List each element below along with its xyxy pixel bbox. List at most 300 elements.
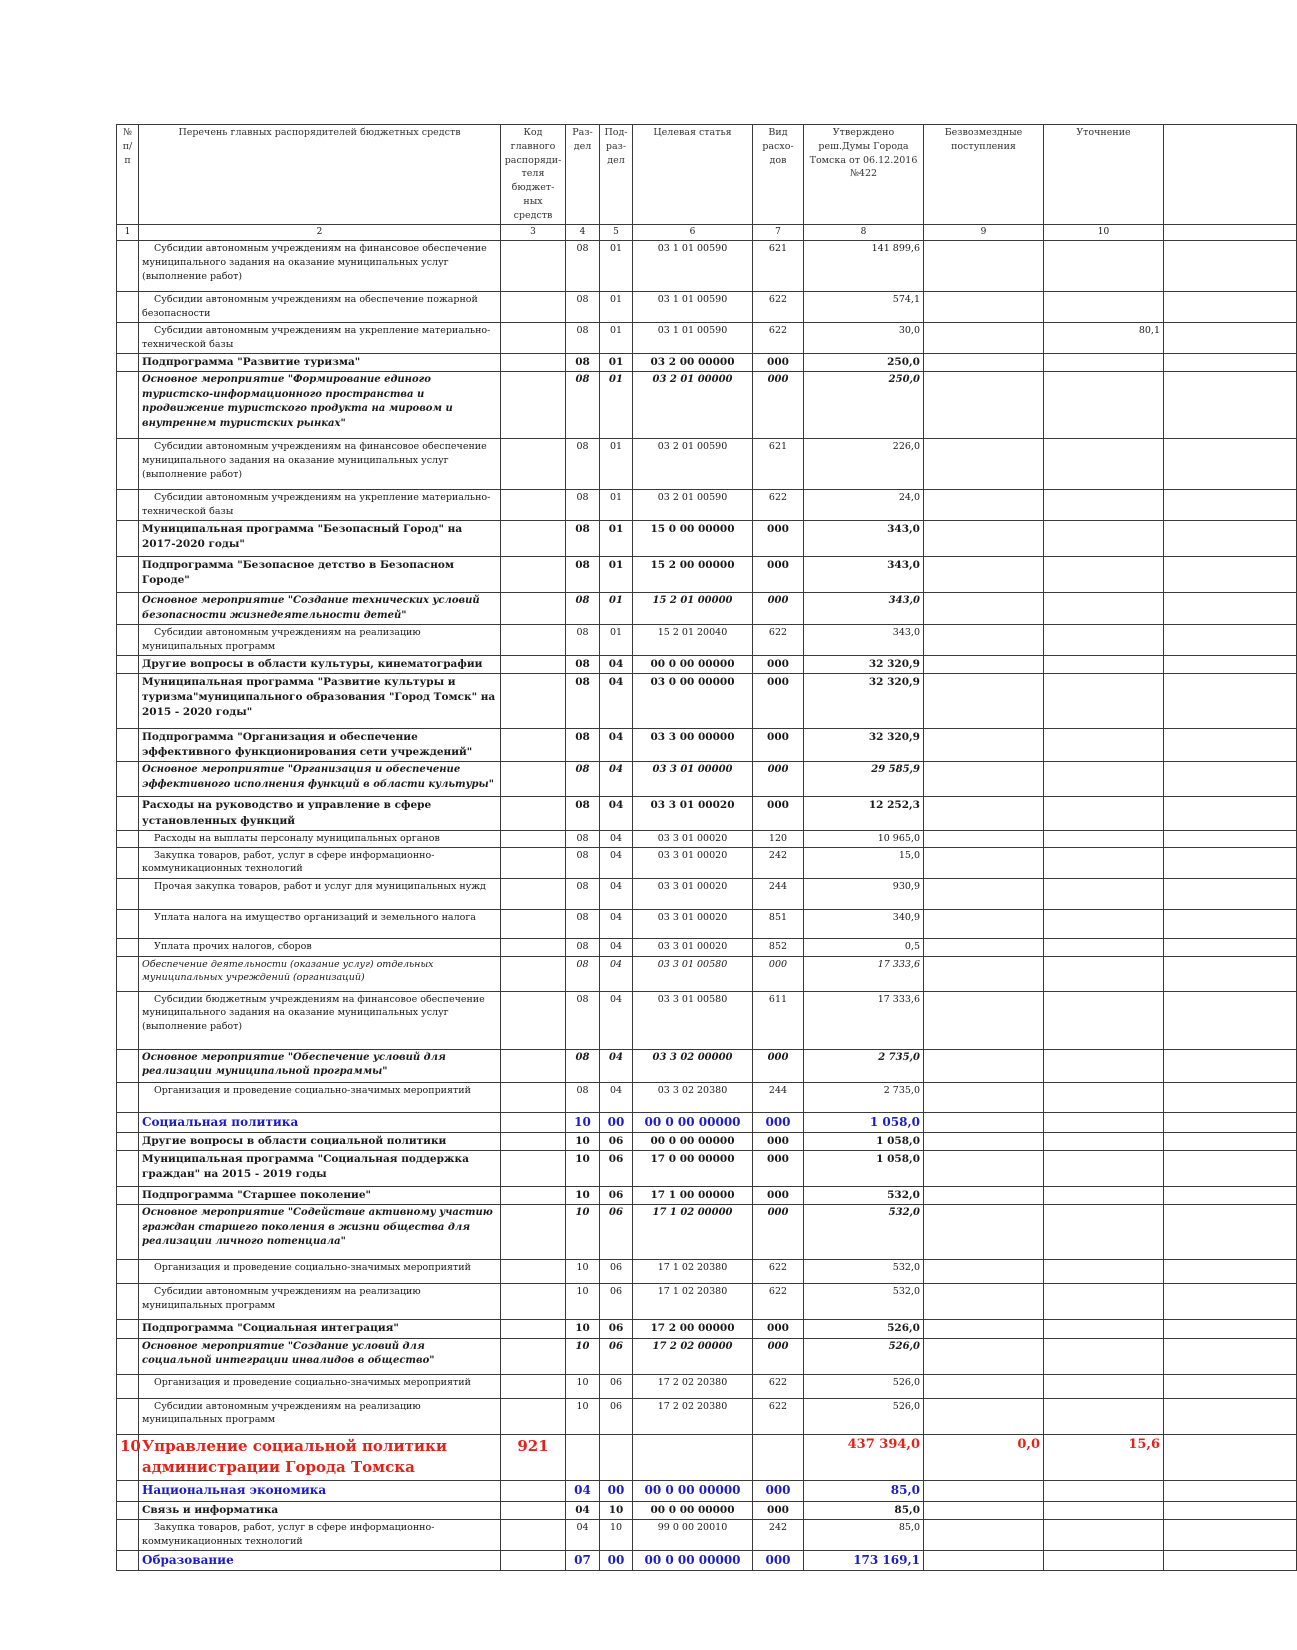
row-number (117, 674, 139, 729)
row-grants (924, 593, 1044, 625)
row-cut-off (1164, 1398, 1297, 1434)
row-section: 08 (566, 762, 600, 797)
row-kind: 852 (753, 938, 804, 956)
row-target: 03 3 01 00020 (633, 938, 753, 956)
table-row (117, 1049, 1297, 1082)
row-kind: 000 (753, 655, 804, 673)
row-approved: 32 320,9 (804, 729, 924, 762)
row-code (501, 323, 566, 354)
row-approved: 15,0 (804, 847, 924, 878)
row-approved: 930,9 (804, 878, 924, 909)
row-code (501, 625, 566, 656)
row-number (117, 1338, 139, 1374)
row-number (117, 762, 139, 797)
row-cut-off (1164, 593, 1297, 625)
row-approved: 17 333,6 (804, 991, 924, 1049)
table-row (117, 1260, 1297, 1284)
row-section: 10 (566, 1320, 600, 1338)
row-refinement (1044, 1112, 1164, 1132)
row-name: Другие вопросы в области социальной политики (139, 1133, 501, 1151)
row-name: Управление социальной политики администрации Города Томска (139, 1434, 501, 1481)
table-row (117, 593, 1297, 625)
row-refinement (1044, 490, 1164, 521)
row-number (117, 1519, 139, 1550)
row-subsection: 04 (600, 797, 633, 830)
table-row (117, 938, 1297, 956)
row-target: 03 1 01 00590 (633, 292, 753, 323)
row-cut-off (1164, 729, 1297, 762)
row-number (117, 1205, 139, 1260)
row-number (117, 1151, 139, 1187)
row-target (633, 1434, 753, 1481)
column-number: 1 (117, 225, 139, 241)
table-row (117, 439, 1297, 490)
row-subsection: 10 (600, 1501, 633, 1519)
row-section: 08 (566, 490, 600, 521)
row-approved: 17 333,6 (804, 956, 924, 991)
row-subsection: 01 (600, 354, 633, 372)
row-refinement (1044, 1550, 1164, 1570)
row-target: 00 0 00 00000 (633, 1501, 753, 1519)
row-code (501, 830, 566, 847)
row-name: Уплата налога на имущество организаций и земельного налога (139, 909, 501, 938)
row-refinement (1044, 762, 1164, 797)
row-cut-off (1164, 830, 1297, 847)
column-number: 3 (501, 225, 566, 241)
row-kind: 000 (753, 729, 804, 762)
row-section: 10 (566, 1374, 600, 1398)
table-row (117, 729, 1297, 762)
column-number: 6 (633, 225, 753, 241)
row-target: 03 3 02 00000 (633, 1049, 753, 1082)
row-number (117, 292, 139, 323)
row-target: 03 2 01 00590 (633, 490, 753, 521)
row-kind: 000 (753, 1112, 804, 1132)
row-name: Связь и информатика (139, 1501, 501, 1519)
row-target: 17 2 02 20380 (633, 1374, 753, 1398)
row-refinement (1044, 878, 1164, 909)
row-target: 17 1 02 20380 (633, 1284, 753, 1320)
row-kind: 244 (753, 1082, 804, 1112)
row-cut-off (1164, 292, 1297, 323)
row-target: 00 0 00 00000 (633, 655, 753, 673)
row-refinement (1044, 1151, 1164, 1187)
row-number (117, 1398, 139, 1434)
row-approved: 29 585,9 (804, 762, 924, 797)
row-subsection: 06 (600, 1398, 633, 1434)
table-row (117, 354, 1297, 372)
row-cut-off (1164, 1550, 1297, 1570)
row-target: 17 0 00 00000 (633, 1151, 753, 1187)
row-grants (924, 1049, 1044, 1082)
row-target: 99 0 00 20010 (633, 1519, 753, 1550)
row-code (501, 1205, 566, 1260)
row-grants (924, 1320, 1044, 1338)
row-grants (924, 938, 1044, 956)
row-kind (753, 1434, 804, 1481)
row-name: Субсидии автономным учреждениям на обеспечение пожарной безопасности (139, 292, 501, 323)
table-row (117, 625, 1297, 656)
row-subsection: 06 (600, 1338, 633, 1374)
row-refinement (1044, 830, 1164, 847)
row-number (117, 1187, 139, 1205)
row-code (501, 1338, 566, 1374)
row-kind: 000 (753, 1205, 804, 1260)
row-code (501, 557, 566, 593)
row-cut-off (1164, 1284, 1297, 1320)
row-refinement (1044, 938, 1164, 956)
row-grants (924, 1284, 1044, 1320)
row-approved: 250,0 (804, 354, 924, 372)
row-section: 10 (566, 1338, 600, 1374)
row-approved: 343,0 (804, 593, 924, 625)
row-code (501, 991, 566, 1049)
table-row (117, 674, 1297, 729)
row-subsection: 01 (600, 490, 633, 521)
row-subsection: 04 (600, 878, 633, 909)
row-name: Организация и проведение социально-значимых мероприятий (139, 1082, 501, 1112)
row-name: Подпрограмма "Старшее поколение" (139, 1187, 501, 1205)
row-number (117, 991, 139, 1049)
row-target: 15 2 01 20040 (633, 625, 753, 656)
row-approved: 343,0 (804, 625, 924, 656)
row-code (501, 729, 566, 762)
row-kind: 000 (753, 1049, 804, 1082)
row-grants (924, 557, 1044, 593)
row-name: Подпрограмма "Безопасное детство в Безопасном Городе" (139, 557, 501, 593)
row-target: 17 2 02 20380 (633, 1398, 753, 1434)
row-code (501, 372, 566, 439)
row-number (117, 1112, 139, 1132)
row-section: 08 (566, 797, 600, 830)
table-body (117, 241, 1297, 1571)
row-kind: 000 (753, 762, 804, 797)
row-refinement (1044, 354, 1164, 372)
table-row (117, 956, 1297, 991)
row-approved: 30,0 (804, 323, 924, 354)
row-subsection: 06 (600, 1260, 633, 1284)
row-name: Субсидии автономным учреждениям на реализацию муниципальных программ (139, 625, 501, 656)
table-row (117, 521, 1297, 557)
row-section: 08 (566, 830, 600, 847)
row-kind: 000 (753, 1481, 804, 1501)
row-cut-off (1164, 878, 1297, 909)
row-refinement (1044, 847, 1164, 878)
row-approved: 526,0 (804, 1374, 924, 1398)
budget-sheet (116, 124, 1275, 1571)
row-cut-off (1164, 354, 1297, 372)
table-row (117, 1320, 1297, 1338)
row-subsection: 04 (600, 1049, 633, 1082)
row-target: 03 3 01 00000 (633, 762, 753, 797)
row-name: Социальная политика (139, 1112, 501, 1132)
row-grants (924, 991, 1044, 1049)
row-number (117, 521, 139, 557)
row-kind: 621 (753, 241, 804, 292)
row-target: 03 3 01 00020 (633, 878, 753, 909)
row-grants (924, 847, 1044, 878)
row-refinement (1044, 439, 1164, 490)
row-target: 03 3 01 00580 (633, 956, 753, 991)
row-number (117, 956, 139, 991)
header-row (117, 125, 1297, 225)
row-kind: 622 (753, 323, 804, 354)
row-kind: 611 (753, 991, 804, 1049)
row-code (501, 1187, 566, 1205)
row-refinement (1044, 655, 1164, 673)
row-target: 03 2 00 00000 (633, 354, 753, 372)
row-grants (924, 1481, 1044, 1501)
row-refinement (1044, 292, 1164, 323)
row-code (501, 797, 566, 830)
row-approved: 173 169,1 (804, 1550, 924, 1570)
row-name: Прочая закупка товаров, работ и услуг для муниципальных нужд (139, 878, 501, 909)
row-target: 17 1 02 00000 (633, 1205, 753, 1260)
row-cut-off (1164, 1374, 1297, 1398)
row-section: 10 (566, 1187, 600, 1205)
row-cut-off (1164, 938, 1297, 956)
row-kind: 000 (753, 797, 804, 830)
row-section: 08 (566, 292, 600, 323)
row-name: Образование (139, 1550, 501, 1570)
row-grants (924, 729, 1044, 762)
row-grants (924, 354, 1044, 372)
row-section: 04 (566, 1501, 600, 1519)
row-number (117, 909, 139, 938)
row-target: 03 0 00 00000 (633, 674, 753, 729)
row-refinement (1044, 991, 1164, 1049)
row-refinement (1044, 625, 1164, 656)
table-row (117, 1434, 1297, 1481)
row-target: 03 3 02 20380 (633, 1082, 753, 1112)
row-target: 17 2 02 00000 (633, 1338, 753, 1374)
row-subsection: 06 (600, 1133, 633, 1151)
row-name: Национальная экономика (139, 1481, 501, 1501)
row-cut-off (1164, 1338, 1297, 1374)
row-name: Основное мероприятие "Создание условий для социальной интеграции инвалидов в общество" (139, 1338, 501, 1374)
row-approved: 250,0 (804, 372, 924, 439)
row-cut-off (1164, 655, 1297, 673)
row-grants (924, 292, 1044, 323)
row-grants (924, 909, 1044, 938)
row-approved: 1 058,0 (804, 1133, 924, 1151)
row-kind: 621 (753, 439, 804, 490)
row-kind: 622 (753, 625, 804, 656)
row-refinement (1044, 557, 1164, 593)
header-refinement: Уточнение (1044, 125, 1164, 225)
row-grants (924, 1398, 1044, 1434)
row-approved: 85,0 (804, 1481, 924, 1501)
row-name: Субсидии бюджетным учреждениям на финансовое обеспечение муниципального задания на оказание муниципальных услуг (выполнение работ) (139, 991, 501, 1049)
row-number (117, 1501, 139, 1519)
row-section (566, 1434, 600, 1481)
row-approved: 340,9 (804, 909, 924, 938)
row-code (501, 521, 566, 557)
row-cut-off (1164, 1133, 1297, 1151)
row-section: 10 (566, 1260, 600, 1284)
header-approved: Утверждено реш.Думы Города Томска от 06.12.2016 №422 (804, 125, 924, 225)
row-grants (924, 1133, 1044, 1151)
row-section: 08 (566, 241, 600, 292)
row-grants (924, 762, 1044, 797)
row-section: 08 (566, 655, 600, 673)
row-approved: 526,0 (804, 1398, 924, 1434)
row-refinement (1044, 1133, 1164, 1151)
row-subsection: 06 (600, 1205, 633, 1260)
row-code (501, 1374, 566, 1398)
row-number (117, 323, 139, 354)
row-refinement (1044, 1049, 1164, 1082)
table-row (117, 292, 1297, 323)
row-target: 03 3 00 00000 (633, 729, 753, 762)
row-cut-off (1164, 1112, 1297, 1132)
row-approved: 574,1 (804, 292, 924, 323)
budget-table (116, 124, 1297, 1571)
row-grants (924, 1205, 1044, 1260)
row-kind: 242 (753, 1519, 804, 1550)
row-name: Основное мероприятие "Обеспечение условий для реализации муниципальной программы" (139, 1049, 501, 1082)
row-refinement (1044, 1260, 1164, 1284)
row-approved: 32 320,9 (804, 674, 924, 729)
row-subsection: 04 (600, 909, 633, 938)
table-row (117, 797, 1297, 830)
row-section: 08 (566, 439, 600, 490)
row-subsection: 01 (600, 557, 633, 593)
column-number: 4 (566, 225, 600, 241)
row-grants (924, 323, 1044, 354)
row-kind: 000 (753, 521, 804, 557)
row-refinement (1044, 1082, 1164, 1112)
row-approved: 526,0 (804, 1338, 924, 1374)
row-section: 08 (566, 354, 600, 372)
row-subsection: 01 (600, 372, 633, 439)
table-row (117, 1187, 1297, 1205)
header-name: Перечень главных распорядителей бюджетных средств (139, 125, 501, 225)
row-approved: 2 735,0 (804, 1082, 924, 1112)
row-subsection: 06 (600, 1374, 633, 1398)
row-kind: 622 (753, 1260, 804, 1284)
header-kind: Вид расхо-дов (753, 125, 804, 225)
row-name: Субсидии автономным учреждениям на финансовое обеспечение муниципального задания на оказание муниципальных услуг (выполнение работ) (139, 439, 501, 490)
row-section: 08 (566, 593, 600, 625)
row-subsection (600, 1434, 633, 1481)
row-code (501, 1260, 566, 1284)
row-code (501, 1320, 566, 1338)
row-grants (924, 797, 1044, 830)
row-name: Закупка товаров, работ, услуг в сфере информационно-коммуникационных технологий (139, 847, 501, 878)
row-name: Муниципальная программа "Социальная поддержка граждан" на 2015 - 2019 годы (139, 1151, 501, 1187)
row-kind: 622 (753, 1284, 804, 1320)
row-cut-off (1164, 1260, 1297, 1284)
row-target: 00 0 00 00000 (633, 1550, 753, 1570)
row-grants (924, 1151, 1044, 1187)
row-kind: 622 (753, 1398, 804, 1434)
row-cut-off (1164, 1501, 1297, 1519)
row-name: Субсидии автономным учреждениям на реализацию муниципальных программ (139, 1398, 501, 1434)
row-name: Организация и проведение социально-значимых мероприятий (139, 1374, 501, 1398)
table-row (117, 1481, 1297, 1501)
row-refinement (1044, 1205, 1164, 1260)
row-name: Муниципальная программа "Развитие культуры и туризма"муниципального образования "Город Томск" на 2015 - 2020 годы" (139, 674, 501, 729)
row-number (117, 372, 139, 439)
row-kind: 000 (753, 354, 804, 372)
row-target: 03 2 01 00590 (633, 439, 753, 490)
row-approved: 532,0 (804, 1187, 924, 1205)
row-name: Другие вопросы в области культуры, кинематографии (139, 655, 501, 673)
row-number (117, 593, 139, 625)
row-section: 10 (566, 1284, 600, 1320)
row-name: Субсидии автономным учреждениям на финансовое обеспечение муниципального задания на оказание муниципальных услуг (выполнение работ) (139, 241, 501, 292)
table-row (117, 1133, 1297, 1151)
row-section: 08 (566, 1082, 600, 1112)
row-section: 10 (566, 1151, 600, 1187)
row-section: 08 (566, 729, 600, 762)
header-num: № п/п (117, 125, 139, 225)
row-number (117, 1082, 139, 1112)
row-subsection: 04 (600, 938, 633, 956)
row-name: Расходы на руководство и управление в сфере установленных функций (139, 797, 501, 830)
row-grants (924, 1519, 1044, 1550)
row-code (501, 490, 566, 521)
table-row (117, 878, 1297, 909)
row-cut-off (1164, 1481, 1297, 1501)
row-grants (924, 1112, 1044, 1132)
row-name: Основное мероприятие "Организация и обеспечение эффективного исполнения функций в области культуры" (139, 762, 501, 797)
row-number (117, 878, 139, 909)
row-code (501, 1481, 566, 1501)
row-subsection: 04 (600, 991, 633, 1049)
column-number: 7 (753, 225, 804, 241)
row-code (501, 674, 566, 729)
table-row (117, 1205, 1297, 1260)
row-section: 08 (566, 372, 600, 439)
row-number: 10 (117, 1434, 139, 1481)
row-code (501, 956, 566, 991)
row-number (117, 655, 139, 673)
row-kind: 000 (753, 1187, 804, 1205)
row-name: Закупка товаров, работ, услуг в сфере информационно-коммуникационных технологий (139, 1519, 501, 1550)
row-kind: 000 (753, 1320, 804, 1338)
row-approved: 526,0 (804, 1320, 924, 1338)
row-number (117, 557, 139, 593)
row-target: 03 3 01 00580 (633, 991, 753, 1049)
row-approved: 0,5 (804, 938, 924, 956)
row-approved: 32 320,9 (804, 655, 924, 673)
row-subsection: 01 (600, 241, 633, 292)
row-target: 00 0 00 00000 (633, 1481, 753, 1501)
row-subsection: 00 (600, 1481, 633, 1501)
row-approved: 1 058,0 (804, 1112, 924, 1132)
row-approved: 85,0 (804, 1519, 924, 1550)
row-refinement (1044, 1320, 1164, 1338)
row-code (501, 1284, 566, 1320)
row-section: 08 (566, 878, 600, 909)
row-section: 08 (566, 323, 600, 354)
row-code (501, 1519, 566, 1550)
table-row (117, 1374, 1297, 1398)
row-refinement (1044, 1338, 1164, 1374)
row-refinement (1044, 729, 1164, 762)
row-grants (924, 1187, 1044, 1205)
row-cut-off (1164, 1187, 1297, 1205)
row-code (501, 1082, 566, 1112)
row-target: 17 2 00 00000 (633, 1320, 753, 1338)
row-grants: 0,0 (924, 1434, 1044, 1481)
row-subsection: 01 (600, 625, 633, 656)
row-cut-off (1164, 372, 1297, 439)
row-code (501, 354, 566, 372)
row-kind: 000 (753, 1550, 804, 1570)
